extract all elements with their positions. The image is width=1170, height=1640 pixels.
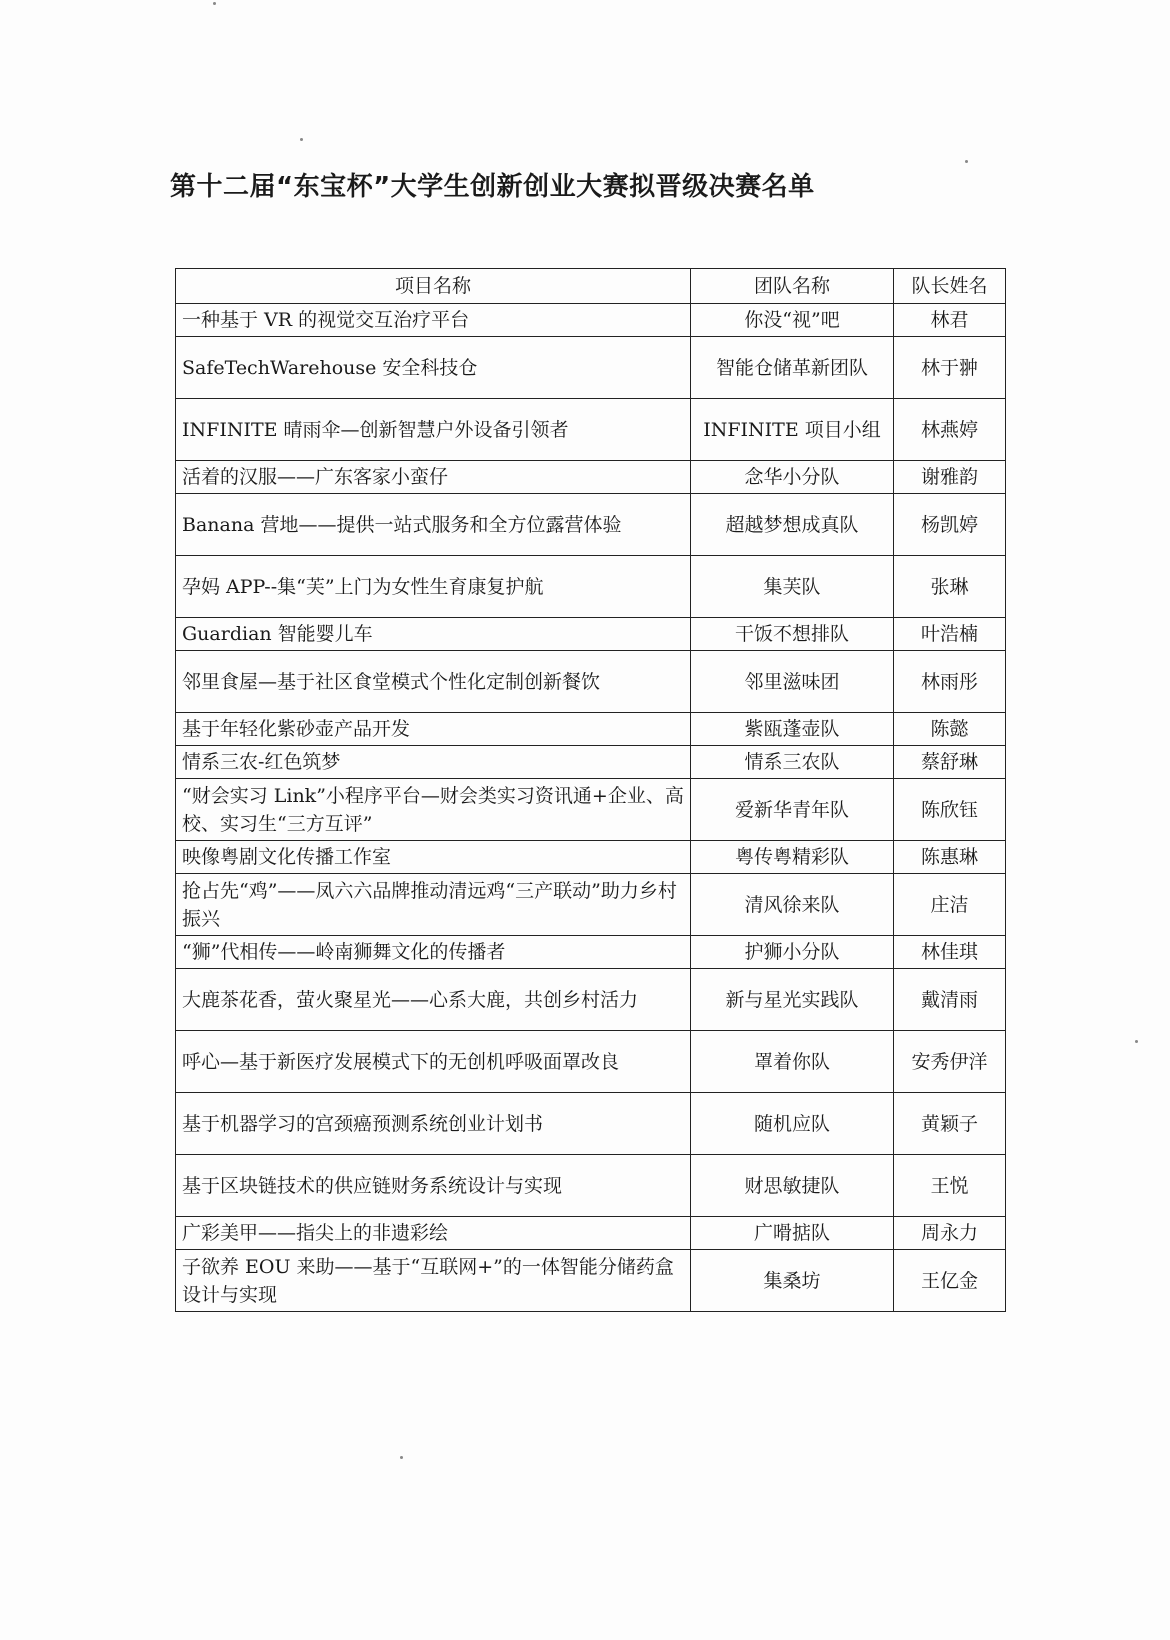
project-cell: 情系三农-红色筑梦 <box>176 746 691 779</box>
team-cell: 爱新华青年队 <box>691 779 894 841</box>
team-cell: 随机应队 <box>691 1093 894 1155</box>
scan-speck <box>213 2 216 5</box>
table-row <box>176 1031 1006 1093</box>
leader-cell: 叶浩楠 <box>894 618 1006 651</box>
table-row <box>176 779 1006 841</box>
team-cell: 念华小分队 <box>691 461 894 494</box>
leader-cell: 蔡舒琳 <box>894 746 1006 779</box>
project-cell: 广彩美甲——指尖上的非遗彩绘 <box>176 1217 691 1250</box>
team-cell: 干饭不想排队 <box>691 618 894 651</box>
leader-cell: 王亿金 <box>894 1250 1006 1312</box>
leader-cell: 陈懿 <box>894 713 1006 746</box>
leader-cell: 黄颖子 <box>894 1093 1006 1155</box>
finalist-table <box>175 268 1006 1312</box>
table-row <box>176 746 1006 779</box>
leader-cell: 杨凯婷 <box>894 494 1006 556</box>
scan-speck <box>1135 1040 1138 1043</box>
project-cell: 抢占先“鸡”——凤六六品牌推动清远鸡“三产联动”助力乡村振兴 <box>176 874 691 936</box>
project-cell: 孕妈 APP--集“芙”上门为女性生育康复护航 <box>176 556 691 618</box>
project-cell: Banana 营地——提供一站式服务和全方位露营体验 <box>176 494 691 556</box>
header-project-name: 项目名称 <box>176 269 691 304</box>
project-cell: “财会实习 Link”小程序平台—财会类实习资讯通+企业、高校、实习生“三方互评” <box>176 779 691 841</box>
header-leader-name: 队长姓名 <box>894 269 1006 304</box>
leader-cell: 庄洁 <box>894 874 1006 936</box>
leader-cell: 安秀伊洋 <box>894 1031 1006 1093</box>
leader-cell: 林雨彤 <box>894 651 1006 713</box>
leader-cell: 林于翀 <box>894 337 1006 399</box>
project-cell: INFINITE 晴雨伞—创新智慧户外设备引领者 <box>176 399 691 461</box>
team-cell: INFINITE 项目小组 <box>691 399 894 461</box>
project-cell: 基于区块链技术的供应链财务系统设计与实现 <box>176 1155 691 1217</box>
table-row <box>176 556 1006 618</box>
team-cell: 罩着你队 <box>691 1031 894 1093</box>
header-team-name: 团队名称 <box>691 269 894 304</box>
table-row <box>176 1250 1006 1312</box>
scan-speck <box>965 160 968 163</box>
project-cell: 活着的汉服——广东客家小蛮仔 <box>176 461 691 494</box>
team-cell: 财思敏捷队 <box>691 1155 894 1217</box>
scan-speck <box>300 138 303 141</box>
project-cell: 邻里食屋—基于社区食堂模式个性化定制创新餐饮 <box>176 651 691 713</box>
team-cell: 你没“视”吧 <box>691 304 894 337</box>
table-row <box>176 304 1006 337</box>
project-cell: “狮”代相传——岭南狮舞文化的传播者 <box>176 936 691 969</box>
team-cell: 新与星光实践队 <box>691 969 894 1031</box>
team-cell: 粤传粤精彩队 <box>691 841 894 874</box>
table-row <box>176 969 1006 1031</box>
project-cell: 大鹿茶花香，萤火聚星光——心系大鹿，共创乡村活力 <box>176 969 691 1031</box>
table-row <box>176 874 1006 936</box>
project-cell: 映像粤剧文化传播工作室 <box>176 841 691 874</box>
leader-cell: 谢雅韵 <box>894 461 1006 494</box>
project-cell: SafeTechWarehouse 安全科技仓 <box>176 337 691 399</box>
project-cell: Guardian 智能婴儿车 <box>176 618 691 651</box>
leader-cell: 张琳 <box>894 556 1006 618</box>
leader-cell: 周永力 <box>894 1217 1006 1250</box>
table-row <box>176 337 1006 399</box>
table-row <box>176 399 1006 461</box>
leader-cell: 戴清雨 <box>894 969 1006 1031</box>
table-row <box>176 713 1006 746</box>
table-header-row <box>176 269 1006 304</box>
project-cell: 基于机器学习的宫颈癌预测系统创业计划书 <box>176 1093 691 1155</box>
team-cell: 超越梦想成真队 <box>691 494 894 556</box>
project-cell: 一种基于 VR 的视觉交互治疗平台 <box>176 304 691 337</box>
table-row <box>176 461 1006 494</box>
project-cell: 基于年轻化紫砂壶产品开发 <box>176 713 691 746</box>
team-cell: 集芙队 <box>691 556 894 618</box>
project-cell: 子欲养 EOU 来助——基于“互联网+”的一体智能分储药盒设计与实现 <box>176 1250 691 1312</box>
leader-cell: 林佳琪 <box>894 936 1006 969</box>
team-cell: 情系三农队 <box>691 746 894 779</box>
table-row <box>176 1217 1006 1250</box>
page-title: 第十二届“东宝杯”大学生创新创业大赛拟晋级决赛名单 <box>170 172 815 202</box>
leader-cell: 王悦 <box>894 1155 1006 1217</box>
table-row <box>176 618 1006 651</box>
table-row <box>176 651 1006 713</box>
team-cell: 广嗗掂队 <box>691 1217 894 1250</box>
table-row <box>176 1155 1006 1217</box>
table-row <box>176 936 1006 969</box>
table-row <box>176 494 1006 556</box>
project-cell: 呼心—基于新医疗发展模式下的无创机呼吸面罩改良 <box>176 1031 691 1093</box>
scan-speck <box>400 1456 403 1459</box>
leader-cell: 陈欣钰 <box>894 779 1006 841</box>
team-cell: 护狮小分队 <box>691 936 894 969</box>
team-cell: 清风徐来队 <box>691 874 894 936</box>
leader-cell: 林君 <box>894 304 1006 337</box>
leader-cell: 林燕婷 <box>894 399 1006 461</box>
leader-cell: 陈惠琳 <box>894 841 1006 874</box>
table-row <box>176 1093 1006 1155</box>
team-cell: 邻里滋味团 <box>691 651 894 713</box>
table-row <box>176 841 1006 874</box>
team-cell: 集桑坊 <box>691 1250 894 1312</box>
team-cell: 智能仓储革新团队 <box>691 337 894 399</box>
team-cell: 紫瓯蓬壶队 <box>691 713 894 746</box>
